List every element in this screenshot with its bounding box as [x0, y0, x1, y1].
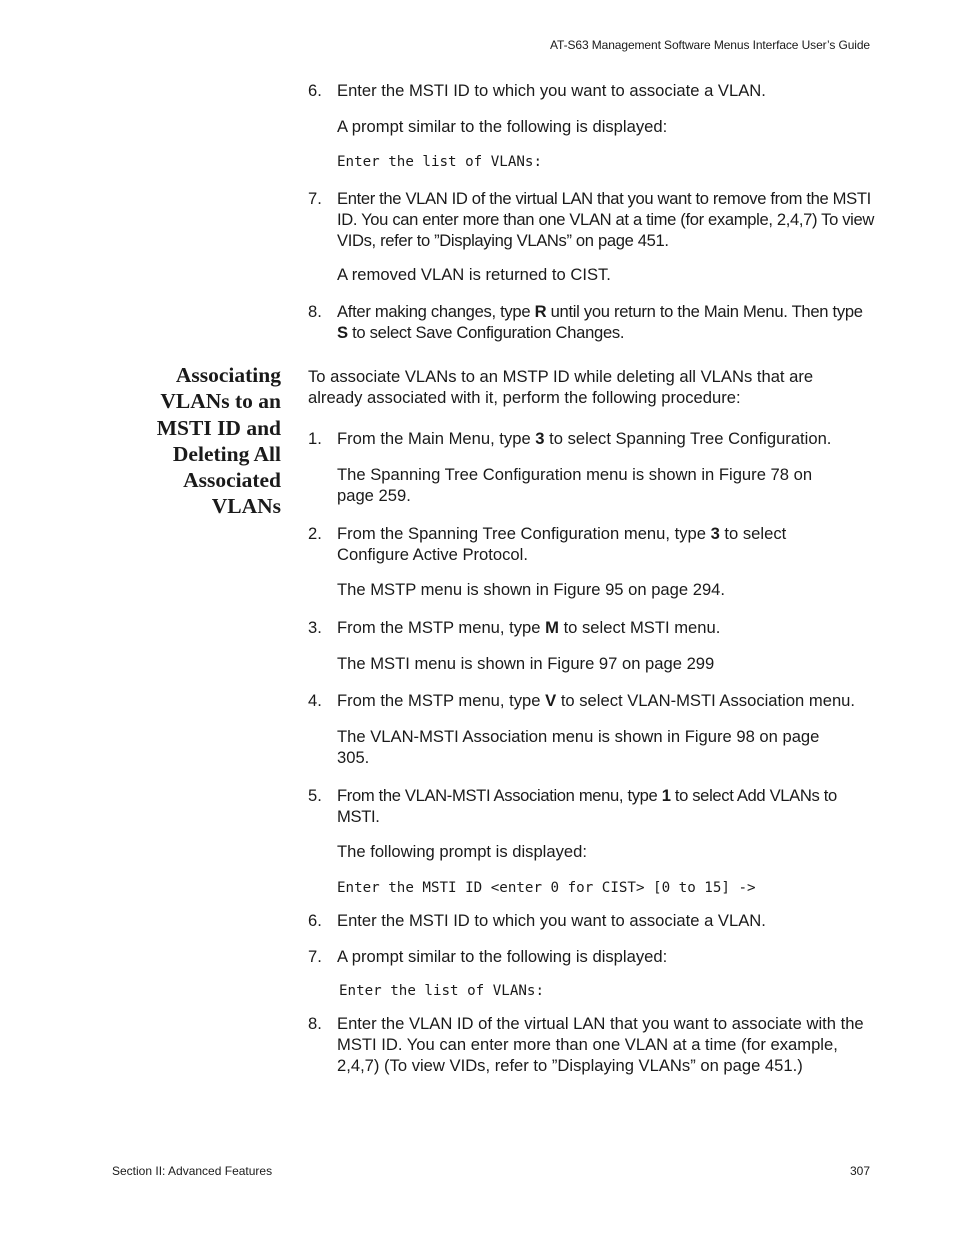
step-text: From the VLAN-MSTI Association menu, type 1 to select Add VLANs to MSTI.	[337, 786, 837, 826]
key-s: S	[337, 323, 348, 342]
running-header: AT-S63 Management Software Menus Interface User’s Guide	[550, 38, 870, 52]
step-number: 2.	[308, 524, 322, 543]
step-note: The VLAN-MSTI Association menu is shown in Figure 98 on page 305.	[337, 727, 820, 767]
step-text: A prompt similar to the following is displayed:	[337, 947, 668, 966]
step-number: 6.	[308, 911, 322, 930]
key-1: 1	[661, 786, 671, 805]
key-3: 3	[710, 524, 720, 543]
step-number: 8.	[308, 1014, 322, 1033]
section-intro: To associate VLANs to an MSTP ID while deleting all VLANs that are already associated with it, perform the following procedure:	[308, 367, 814, 407]
code-prompt: Enter the MSTI ID <enter 0 for CIST> [0 to 15] ->	[337, 880, 756, 896]
step-text: From the Main Menu, type 3 to select Spanning Tree Configuration.	[337, 429, 832, 448]
step-note: The Spanning Tree Configuration menu is shown in Figure 78 on page 259.	[337, 465, 813, 505]
step-text: From the Spanning Tree Configuration menu, type 3 to select Configure Active Protocol.	[337, 524, 787, 564]
removed-note: A removed VLAN is returned to CIST.	[337, 265, 611, 284]
key-v: V	[545, 691, 557, 710]
prompt-intro: A prompt similar to the following is displayed:	[337, 117, 668, 136]
step-note: The MSTI menu is shown in Figure 97 on page 299	[337, 654, 715, 673]
key-r: R	[534, 302, 547, 321]
step-text: Enter the MSTI ID to which you want to associate a VLAN.	[337, 911, 766, 930]
key-3: 3	[535, 429, 545, 448]
step-number: 1.	[308, 429, 322, 448]
footer-section: Section II: Advanced Features	[112, 1164, 273, 1178]
step-number: 3.	[308, 618, 322, 637]
step-text: Enter the MSTI ID to which you want to associate a VLAN.	[337, 81, 766, 100]
section-heading: Associating VLANs to an MSTI ID and Deleting All Associated VLANs	[156, 363, 281, 519]
step-text: Enter the VLAN ID of the virtual LAN that you want to remove from the MSTI ID. You can enter more than one VLAN at a time (for example, 2,4,7) To view VIDs, refer to ”Displaying VLANs” on page 451.	[337, 189, 875, 250]
page-number: 307	[849, 1164, 870, 1178]
step-number: 5.	[308, 786, 322, 805]
step-number: 4.	[308, 691, 322, 710]
step-number: 8.	[308, 302, 322, 321]
step-text: Enter the VLAN ID of the virtual LAN that you want to associate with the MSTI ID. You can enter more than one VLAN at a time (for example, 2,4,7) (To view VIDs, refer to ”Displaying VLANs” on page 451.)	[337, 1014, 864, 1075]
step-text: From the MSTP menu, type V to select VLAN-MSTI Association menu.	[337, 691, 856, 710]
step-note: The MSTP menu is shown in Figure 95 on page 294.	[337, 580, 726, 599]
code-prompt: Enter the list of VLANs:	[337, 154, 542, 170]
step-number: 7.	[308, 947, 322, 966]
code-prompt: Enter the list of VLANs:	[339, 983, 544, 999]
step-number: 7.	[308, 189, 322, 208]
step-text: From the MSTP menu, type M to select MSTI menu.	[337, 618, 721, 637]
step-number: 6.	[308, 81, 322, 100]
key-m: M	[545, 618, 559, 637]
step-note: The following prompt is displayed:	[337, 842, 587, 861]
step-text: After making changes, type R until you return to the Main Menu. Then type S to select Save Configuration Changes.	[337, 302, 863, 342]
